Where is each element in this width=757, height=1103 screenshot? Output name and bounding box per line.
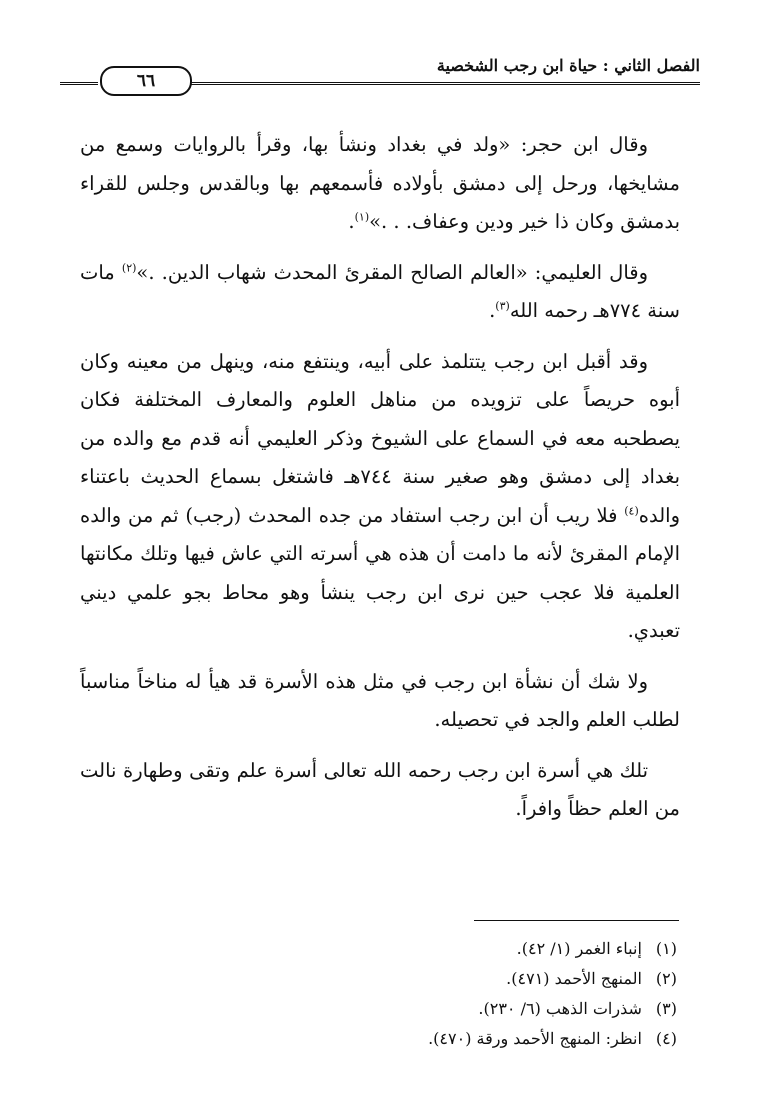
footnotes bbox=[117, 934, 677, 1054]
footnote-text: المنهج الأحمد (٤٧١). bbox=[506, 969, 642, 988]
footnote-ref: (١) bbox=[354, 210, 370, 224]
footnote bbox=[117, 1024, 677, 1054]
paragraph-text: تلك هي أسرة ابن رجب رحمه الله تعالى أسرة علم وتقى وطهارة نالت من العلم حظاً وافراً. bbox=[80, 758, 680, 820]
footnote-text: انظر: المنهج الأحمد ورقة (٤٧٠). bbox=[428, 1029, 642, 1048]
footnote-separator bbox=[474, 920, 679, 921]
header-rule bbox=[190, 82, 700, 87]
footnote bbox=[117, 994, 677, 1024]
footnote-ref: (٢) bbox=[121, 261, 137, 274]
footnote-number: (٤) bbox=[655, 1029, 677, 1048]
footnote-number: (٢) bbox=[655, 969, 677, 988]
paragraph-tail: فلا ريب أن ابن رجب استفاد من جده المحدث (رجب) ثم من والده الإمام المقرئ لأنه ما دامت أن هذه هي أسرته التي عاش فيها وتلك مكانتها العلمية فلا عجب حين نرى ابن رجب ينشأ وهو محاط بجو علمي ديني تعبدي. bbox=[80, 503, 680, 642]
header-rule-left bbox=[60, 82, 98, 87]
paragraph-tail: . bbox=[489, 299, 496, 322]
paragraph-text: ولا شك أن نشأة ابن رجب في مثل هذه الأسرة قد هيأ له مناخاً مناسباً لطلب العلم والجد في تحصيله. bbox=[80, 669, 680, 731]
main-text bbox=[80, 126, 680, 841]
paragraph-tail: مات سنة ٧٧٤هـ رحمه الله bbox=[80, 260, 680, 322]
footnote-text: شذرات الذهب (٦/ ٢٣٠). bbox=[478, 999, 642, 1018]
paragraph-text: وقال ابن حجر: «ولد في بغداد ونشأ بها، وقرأ بالروايات وسمع من مشايخها، ورحل إلى دمشق بأولاده فأسمعهم بها وبالقدس وجلس للقراء بدمشق وكان ذا خير ودين وعفاف. . .» bbox=[80, 133, 680, 233]
paragraph-tail: . bbox=[348, 210, 355, 233]
paragraph bbox=[80, 663, 680, 740]
running-header bbox=[60, 56, 700, 96]
paragraph bbox=[80, 752, 680, 829]
paragraph-text: وقد أقبل ابن رجب يتتلمذ على أبيه، وينتفع منه، وينهل من معينه وكان أبوه حريصاً على تزويده من مناهل العلوم والمعارف المختلفة فكان يصطحبه معه في السماع على الشيوخ وذكر العليمي أنه قدم مع والده من بغداد إلى دمشق وهو صغير سنة ٧٤٤هـ فاشتغل بسماع الحديث باعتناء والده bbox=[80, 349, 680, 527]
chapter-title: الفصل الثاني : حياة ابن رجب الشخصية bbox=[436, 56, 700, 75]
footnote-ref: (٣) bbox=[495, 299, 510, 313]
footnote-number: (١) bbox=[655, 939, 677, 958]
page-number: ٦٦ bbox=[100, 66, 192, 96]
paragraph bbox=[80, 126, 680, 242]
footnote-ref: (٤) bbox=[624, 504, 639, 517]
paragraph-text: وقال العليمي: «العالم الصالح المقرئ المحدث شهاب الدين. .» bbox=[136, 260, 648, 284]
paragraph bbox=[80, 254, 680, 331]
footnote-number: (٣) bbox=[655, 999, 677, 1018]
paragraph bbox=[80, 343, 680, 651]
footnote bbox=[117, 964, 677, 994]
footnote-text: إنباء الغمر (١/ ٤٢). bbox=[516, 939, 642, 958]
footnote bbox=[117, 934, 677, 964]
